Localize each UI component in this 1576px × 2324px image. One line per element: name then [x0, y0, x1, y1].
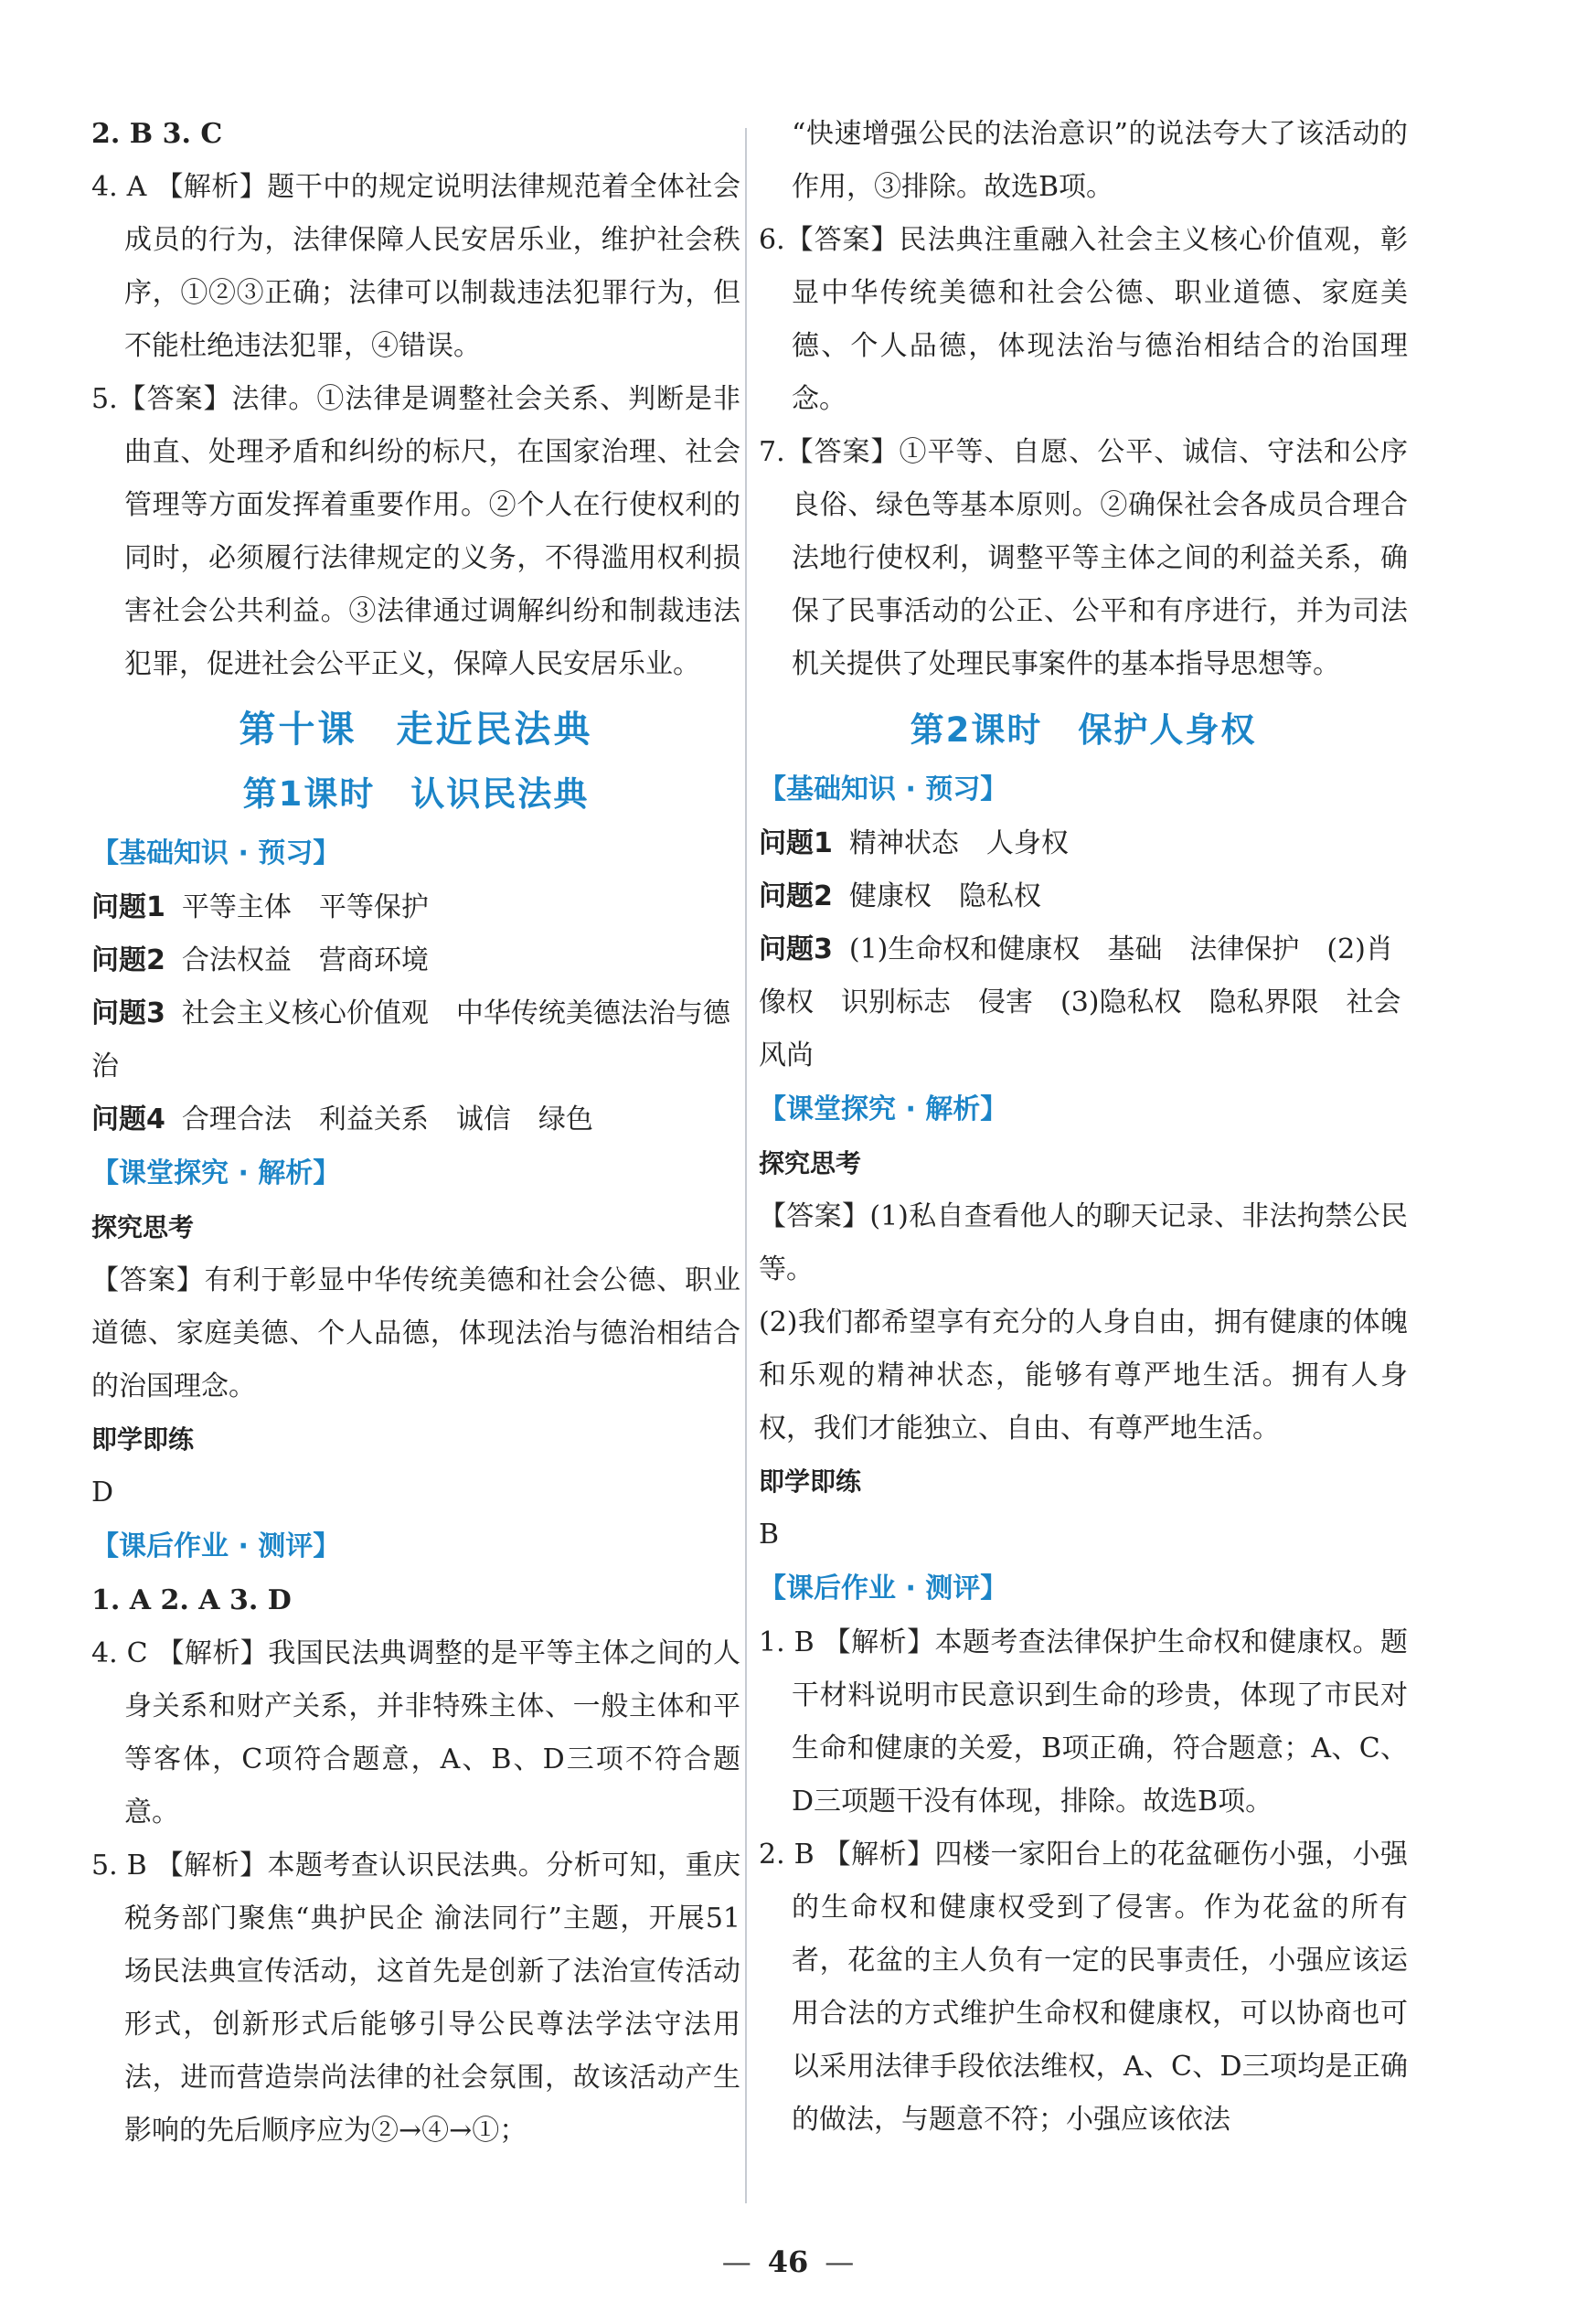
explore-heading: 探究思考	[759, 1148, 862, 1178]
homework-1: 1. B 【解析】本题考查法律保护生命权和健康权。题干材料说明市民意识到生命的珍贵，体现了市民对生命和健康的关爱，B项正确，符合题意；A、C、D三项题干没有体现，排除。故选B项。	[759, 1626, 1408, 1818]
question-answer: 精神状态 人身权	[848, 827, 1069, 859]
practice-answer: D	[91, 1476, 114, 1508]
footer-dash-left: —	[721, 2244, 751, 2279]
homework-5: 5. B 【解析】本题考查认识民法典。分析可知，重庆税务部门聚焦“典护民企 渝法同行”主题，开展51场民法典宣传活动，这首先是创新了法治宣传活动形式，创新形式后能够引导公民尊法学法守法用法，进而营造崇尚法律的社会氛围，故该活动产生影响的先后顺序应为②→④→①；	[91, 1850, 740, 2147]
section-homework: 【课后作业 · 测评】	[91, 1530, 341, 1562]
question-2	[759, 870, 1408, 923]
period-title: 第1课时 认识民法典	[242, 774, 590, 814]
question-3	[759, 923, 1408, 1082]
question-label: 问题3	[759, 933, 833, 965]
question-label: 问题2	[91, 944, 165, 976]
homework-4: 4. C 【解析】我国民法典调整的是平等主体之间的人身关系和财产关系，并非特殊主体、一般主体和平等客体，C项符合题意，A、B、D三项不符合题意。	[91, 1637, 740, 1828]
explore-answer-2: (2)我们都希望享有充分的人身自由，拥有健康的体魄和乐观的精神状态，能够有尊严地生活。拥有人身权，我们才能独立、自由、有尊严地生活。	[759, 1306, 1408, 1445]
homework-2: 2. B 【解析】四楼一家阳台上的花盆砸伤小强，小强的生命权和健康权受到了侵害。作为花盆的所有者，花盆的主人负有一定的民事责任，小强应该运用合法的方式维护生命权和健康权，可以协商也可以采用法律手段依法维权，A、C、D三项均是正确的做法，与题意不符；小强应该依法	[759, 1839, 1408, 2136]
question-label: 问题4	[91, 1103, 165, 1135]
section-basic-knowledge: 【基础知识 · 预习】	[91, 837, 341, 869]
question-answer: 平等主体 平等保护	[181, 891, 429, 923]
right-column	[759, 108, 1408, 2147]
page-number: 46	[767, 2244, 809, 2279]
answer-2-3: 2. B 3. C	[91, 118, 223, 150]
question-4	[91, 1093, 740, 1146]
answer-5: 5.【答案】法律。①法律是调整社会关系、判断是非曲直、处理矛盾和纠纷的标尺，在国家治理、社会管理等方面发挥着重要作用。②个人在行使权利的同时，必须履行法律规定的义务，不得滥用权利损害社会公共利益。③法律通过调解纠纷和制裁违法犯罪，促进社会公平正义，保障人民安居乐业。	[91, 383, 740, 680]
section-classroom-inquiry: 【课堂探究 · 解析】	[91, 1157, 341, 1189]
answer-7: 7.【答案】①平等、自愿、公平、诚信、守法和公序良俗、绿色等基本原则。②确保社会各成员合理合法地行使权利，调整平等主体之间的利益关系，确保了民事活动的公正、公平和有序进行，并为司法机关提供了处理民事案件的基本指导思想等。	[759, 436, 1408, 680]
question-1	[91, 881, 740, 934]
answer-4: 4. A 【解析】题干中的规定说明法律规范着全体社会成员的行为，法律保障人民安居乐业，维护社会秩序，①②③正确；法律可以制裁违法犯罪行为，但不能杜绝违法犯罪，④错误。	[91, 171, 740, 362]
column-divider	[745, 128, 747, 2203]
question-answer: 健康权 隐私权	[848, 880, 1041, 912]
section-basic-knowledge: 【基础知识 · 预习】	[759, 773, 1008, 805]
question-2	[91, 934, 740, 987]
question-1	[759, 817, 1408, 870]
question-answer: (1)生命权和健康权 基础 法律保护 (2)肖像权 识别标志 侵害 (3)隐私权 隐私界限 社会风尚	[759, 933, 1401, 1071]
practice-heading: 即学即练	[759, 1466, 862, 1497]
practice-answer: B	[759, 1519, 780, 1551]
question-label: 问题1	[91, 891, 165, 923]
period-title: 第2课时 保护人身权	[910, 710, 1257, 750]
explore-answer: 【答案】有利于彰显中华传统美德和社会公德、职业道德、家庭美德、个人品德，体现法治与德治相结合的治国理念。	[91, 1264, 740, 1402]
question-label: 问题1	[759, 827, 833, 859]
section-classroom-inquiry: 【课堂探究 · 解析】	[759, 1093, 1008, 1125]
homework-1-3: 1. A 2. A 3. D	[91, 1584, 292, 1616]
question-label: 问题3	[91, 997, 165, 1029]
footer-dash-right: —	[825, 2244, 855, 2279]
section-homework: 【课后作业 · 测评】	[759, 1572, 1008, 1604]
question-answer: 合法权益 营商环境	[181, 944, 429, 976]
lesson-title: 第十课 走近民法典	[239, 709, 593, 751]
question-label: 问题2	[759, 880, 833, 912]
explore-answer-1: 【答案】(1)私自查看他人的聊天记录、非法拘禁公民等。	[759, 1200, 1408, 1285]
answer-6: 6.【答案】民法典注重融入社会主义核心价值观，彰显中华传统美德和社会公德、职业道德、家庭美德、个人品德，体现法治与德治相结合的治国理念。	[759, 224, 1408, 415]
practice-heading: 即学即练	[91, 1424, 195, 1455]
question-answer: 合理合法 利益关系 诚信 绿色	[181, 1103, 593, 1135]
question-3	[91, 987, 740, 1093]
answer-5-continued: “快速增强公民的法治意识”的说法夸大了该活动的作用，③排除。故选B项。	[792, 118, 1408, 203]
explore-heading: 探究思考	[91, 1212, 195, 1242]
question-answer: 社会主义核心价值观 中华传统美德法治与德治	[91, 997, 730, 1082]
left-column	[91, 108, 740, 2158]
page-footer	[0, 2244, 1576, 2279]
